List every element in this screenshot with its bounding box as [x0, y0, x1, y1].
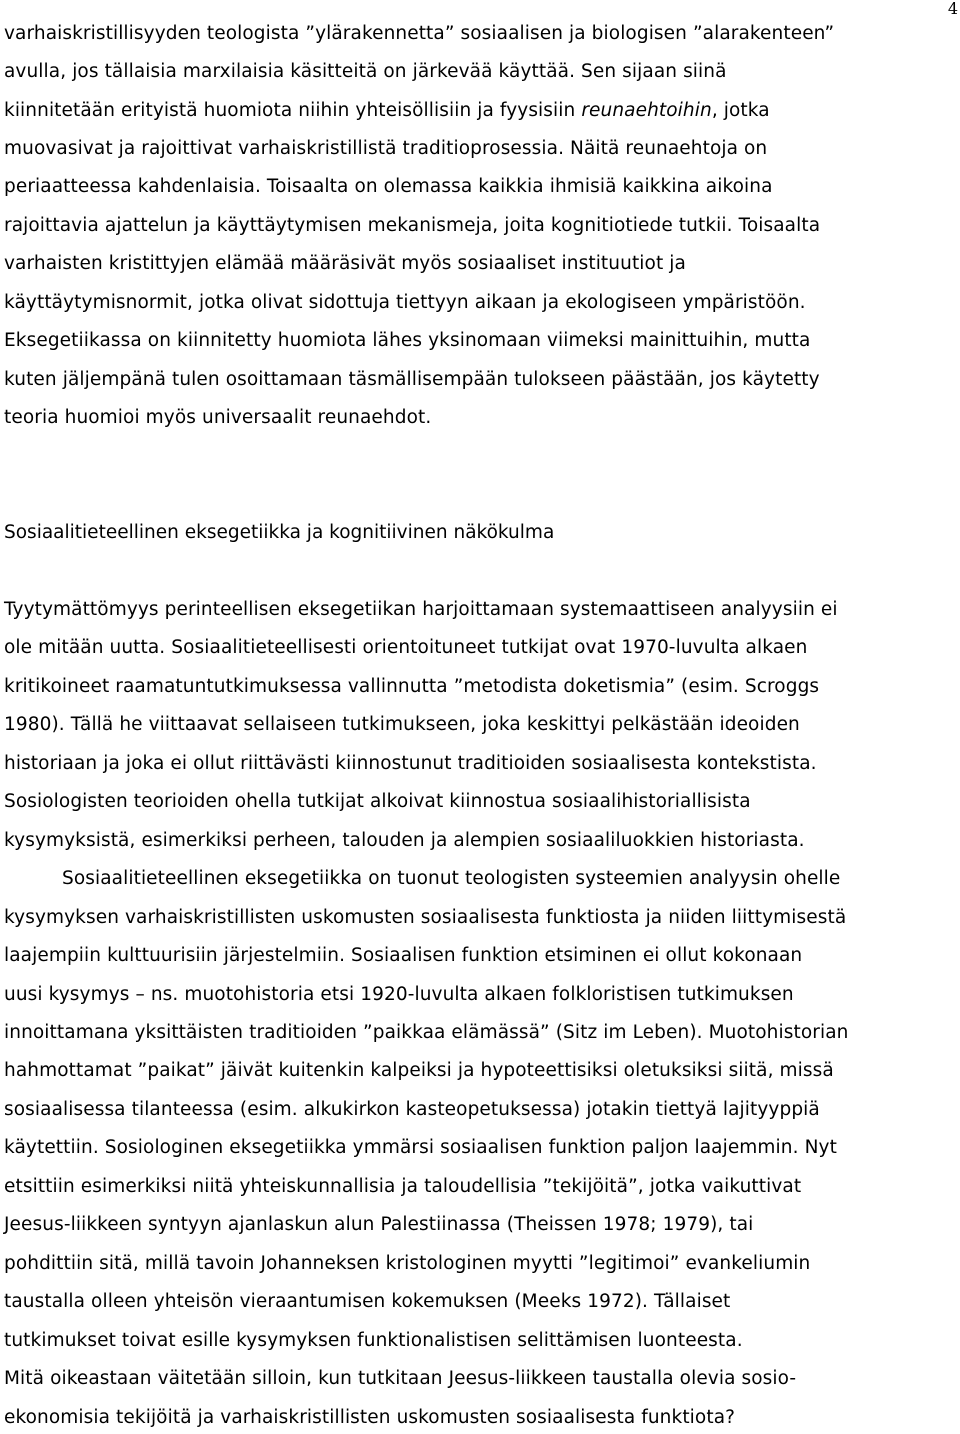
paragraph-line: teoria huomioi myös universaalit reunaehdot. [4, 407, 432, 428]
paragraph-line [4, 99, 770, 123]
page-number: 4 [947, 0, 958, 18]
line-text: , jotka [711, 100, 770, 121]
paragraph-line: käyttäytymisnormit, jotka olivat sidottuja tiettyyn aikaan ja ekologiseen ympäristöön. [4, 292, 806, 313]
section-heading: Sosiaalitieteellinen eksegetiikka ja kognitiivinen näkökulma [4, 522, 555, 543]
paragraph-line: Sosiologisten teorioiden ohella tutkijat alkoivat kiinnostua sosiaalihistoriallisista [4, 791, 751, 812]
line-text: kiinnitetään erityistä huomiota niihin yhteisöllisiin ja fyysisiin [4, 100, 582, 121]
paragraph-line: historiaan ja joka ei ollut riittävästi kiinnostunut traditioiden sosiaalisesta kontekstista. [4, 753, 817, 774]
paragraph-line: taustalla olleen yhteisön vieraantumisen kokemuksen (Meeks 1972). Tällaiset [4, 1291, 731, 1312]
paragraph-line: ole mitään uutta. Sosiaalitieteellisesti orientoituneet tutkijat ovat 1970-luvulta alkaen [4, 637, 808, 658]
paragraph-line: hahmottamat ”paikat” jäivät kuitenkin kalpeiksi ja hypoteettisiksi oletuksiksi siitä, missä [4, 1060, 834, 1081]
paragraph-line: periaatteessa kahdenlaisia. Toisaalta on olemassa kaikkia ihmisiä kaikkina aikoina [4, 176, 773, 197]
paragraph-line: kysymyksen varhaiskristillisten uskomusten sosiaalisesta funktiosta ja niiden liittymisestä [4, 907, 847, 928]
paragraph-line: tutkimukset toivat esille kysymyksen funktionalistisen selittämisen luonteesta. [4, 1330, 743, 1351]
paragraph-line: etsittiin esimerkiksi niitä yhteiskunnallisia ja taloudellisia ”tekijöitä”, jotka vaikuttivat [4, 1176, 802, 1197]
paragraph-line: Jeesus-liikkeen syntyyn ajanlaskun alun Palestiinassa (Theissen 1978; 1979), tai [4, 1214, 754, 1235]
paragraph-line: käytettiin. Sosiologinen eksegetiikka ymmärsi sosiaalisen funktion paljon laajemmin. Nyt [4, 1137, 837, 1158]
paragraph-line: Mitä oikeastaan väitetään silloin, kun tutkitaan Jeesus-liikkeen taustalla olevia sosio- [4, 1368, 797, 1389]
paragraph-line: muovasivat ja rajoittivat varhaiskristillistä traditioprosessia. Näitä reunaehtoja on [4, 138, 768, 159]
paragraph-line: uusi kysymys – ns. muotohistoria etsi 1920-luvulta alkaen folkloristisen tutkimuksen [4, 984, 794, 1005]
paragraph-line: laajempiin kulttuurisiin järjestelmiin. Sosiaalisen funktion etsiminen ei ollut kokonaan [4, 945, 803, 966]
paragraph-line: pohdittiin sitä, millä tavoin Johanneksen kristologinen myytti ”legitimoi” evankeliumin [4, 1253, 811, 1274]
italic-term: reunaehtoihin [581, 100, 712, 121]
paragraph-line: innoittamana yksittäisten traditioiden ”paikkaa elämässä” (Sitz im Leben). Muotohistorian [4, 1022, 849, 1043]
paragraph-line: sosiaalisessa tilanteessa (esim. alkukirkon kasteopetuksessa) jotakin tiettyä lajityyppiä [4, 1099, 820, 1120]
paragraph-line: kysymyksistä, esimerkiksi perheen, talouden ja alempien sosiaaliluokkien historiasta. [4, 830, 805, 851]
paragraph-line: rajoittavia ajattelun ja käyttäytymisen mekanismeja, joita kognitiotiede tutkii. Toisaalta [4, 215, 821, 236]
paragraph-line: ekonomisia tekijöitä ja varhaiskristillisten uskomusten sosiaalisesta funktiota? [4, 1407, 736, 1428]
paragraph-line: Tyytymättömyys perinteellisen eksegetiikan harjoittamaan systemaattiseen analyysiin ei [4, 599, 838, 620]
paragraph-line: kuten jäljempänä tulen osoittamaan täsmällisempään tulokseen päästään, jos käytetty [4, 369, 820, 390]
paragraph-line: Sosiaalitieteellinen eksegetiikka on tuonut teologisten systeemien analyysin ohelle [62, 868, 841, 889]
paragraph-line: 1980). Tällä he viittaavat sellaiseen tutkimukseen, joka keskittyi pelkästään ideoiden [4, 714, 800, 735]
paragraph-line: varhaisten kristittyjen elämää määräsivät myös sosiaaliset instituutiot ja [4, 253, 686, 274]
paragraph-line: avulla, jos tällaisia marxilaisia käsitteitä on järkevää käyttää. Sen sijaan siinä [4, 61, 727, 82]
paragraph-line: varhaiskristillisyyden teologista ”ylärakennetta” sosiaalisen ja biologisen ”alarakenteen” [4, 23, 835, 44]
paragraph-line: Eksegetiikassa on kiinnitetty huomiota lähes yksinomaan viimeksi mainittuihin, mutta [4, 330, 811, 351]
paragraph-line: kritikoineet raamatuntutkimuksessa vallinnutta ”metodista doketismia” (esim. Scroggs [4, 676, 820, 697]
